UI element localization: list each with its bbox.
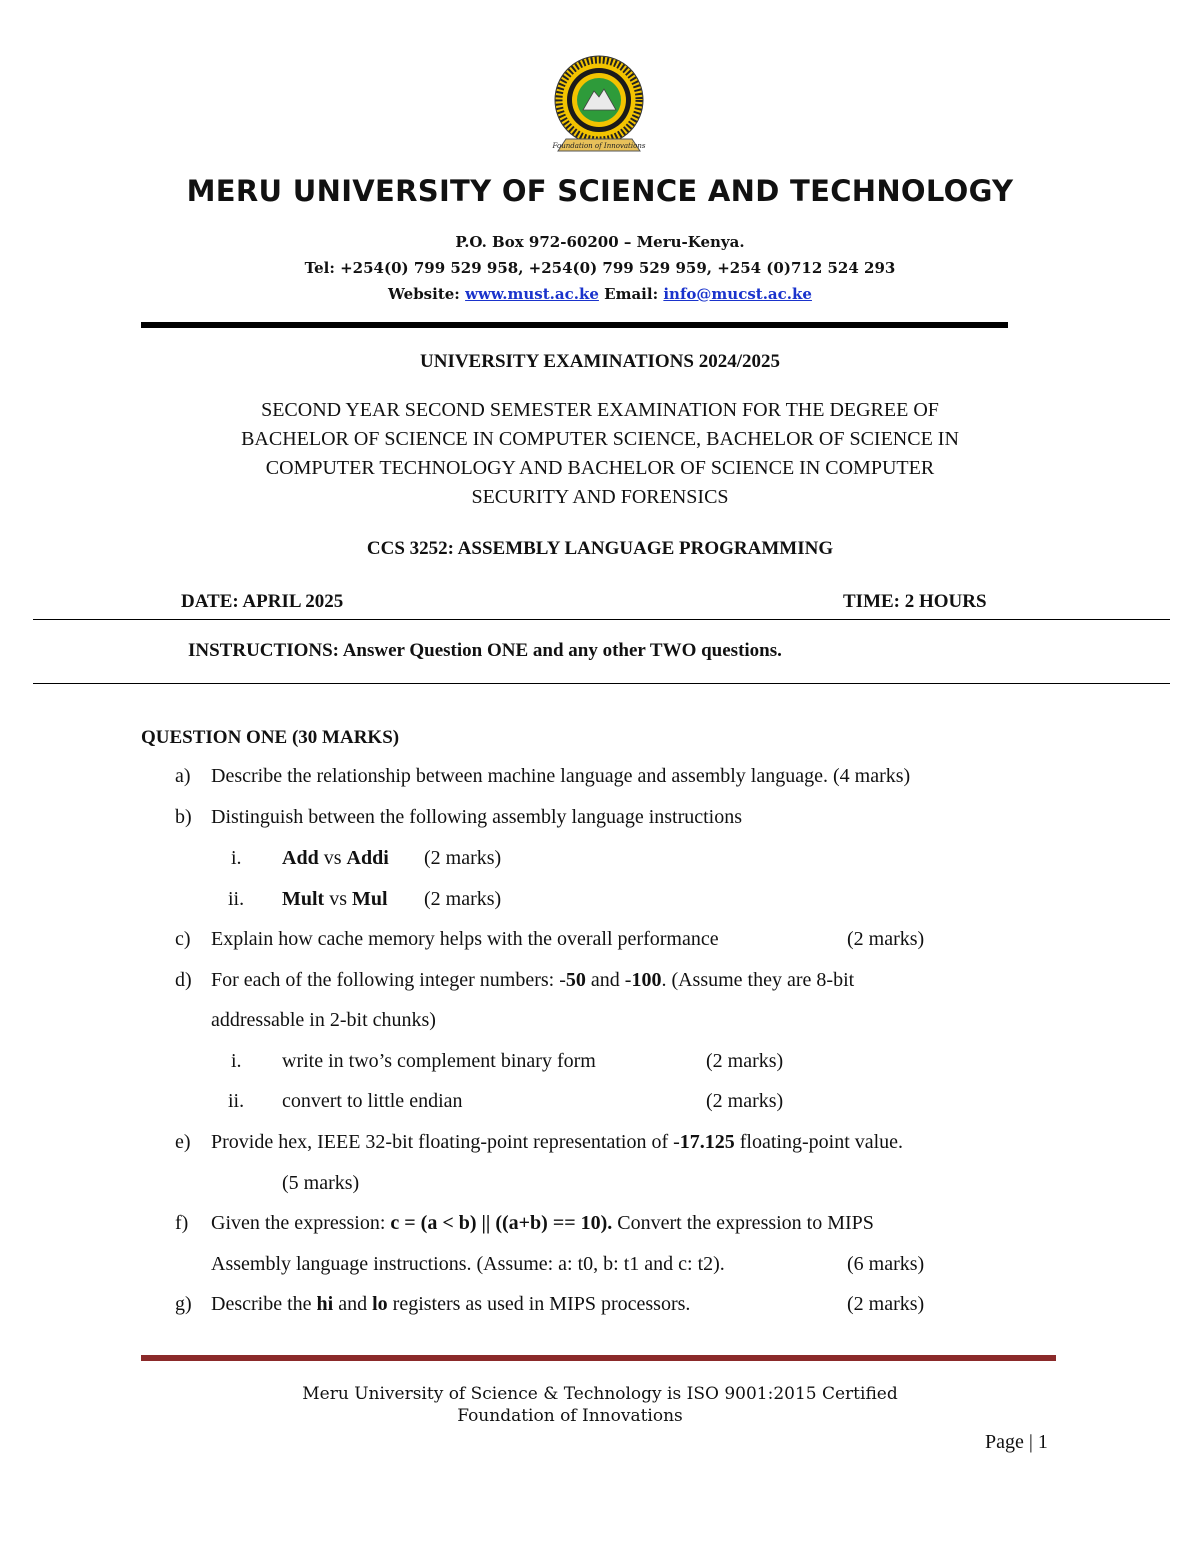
marks: (5 marks) <box>282 1172 360 1194</box>
exam-title: UNIVERSITY EXAMINATIONS 2024/2025 <box>420 351 780 372</box>
divider-line <box>33 683 1170 684</box>
degree-line: BACHELOR OF SCIENCE IN COMPUTER SCIENCE, BACHELOR OF SCIENCE IN <box>241 428 959 450</box>
subitem-text: convert to little endian <box>282 1090 463 1112</box>
subitem-text: write in two’s complement binary form <box>282 1050 596 1072</box>
item-text: Describe the <box>211 1293 317 1315</box>
item-text: Describe the relationship between machine language and assembly language. (4 marks) <box>211 765 911 787</box>
term: Addi <box>346 847 389 869</box>
question-one-heading: QUESTION ONE (30 MARKS) <box>141 727 400 748</box>
subitem-label: ii. <box>228 888 245 910</box>
page-number: Page | 1 <box>985 1431 1048 1453</box>
degree-line: SECOND YEAR SECOND SEMESTER EXAMINATION FOR THE DEGREE OF <box>261 399 939 421</box>
item-label: e) <box>175 1131 191 1153</box>
marks: (2 marks) <box>847 928 925 950</box>
vs-text: vs <box>323 847 342 869</box>
marks: (2 marks) <box>424 847 502 869</box>
telephone-line: Tel: +254(0) 799 529 958, +254(0) 799 529 959, +254 (0)712 524 293 <box>304 259 896 277</box>
header-divider <box>141 322 1008 328</box>
marks: (2 marks) <box>847 1293 925 1315</box>
number-value: 50 <box>565 969 586 991</box>
item-text: Convert the expression to MIPS <box>612 1212 874 1234</box>
item-label: c) <box>175 928 191 950</box>
item-label: a) <box>175 765 191 787</box>
contact-line <box>0 285 1200 303</box>
marks: (2 marks) <box>706 1090 784 1112</box>
expression: c = (a < b) || ((a+b) == 10). <box>390 1212 613 1234</box>
subitem-label: i. <box>231 847 242 869</box>
item-text: For each of the following integer numbers: - <box>211 969 566 991</box>
item-text: floating-point value. <box>734 1131 904 1153</box>
item-text-continued: addressable in 2-bit chunks) <box>211 1009 436 1031</box>
item-text: Provide hex, IEEE 32-bit floating-point representation of - <box>211 1131 680 1153</box>
footer-divider <box>141 1355 1056 1361</box>
divider-line <box>33 619 1170 620</box>
subitem-label: ii. <box>228 1090 245 1112</box>
item-text: . (Assume they are 8-bit <box>661 969 855 991</box>
website-label: Website: <box>388 285 460 303</box>
svg-text:Foundation of Innovations: Foundation of Innovations <box>552 142 646 150</box>
footer-motto: Foundation of Innovations <box>457 1406 683 1426</box>
university-name: MERU UNIVERSITY OF SCIENCE AND TECHNOLOGY <box>186 174 1014 208</box>
register-name: lo <box>372 1293 388 1315</box>
exam-date: DATE: APRIL 2025 <box>181 591 344 612</box>
marks: (2 marks) <box>424 888 502 910</box>
item-label: g) <box>175 1293 192 1315</box>
email-label: Email: <box>604 285 659 303</box>
float-value: 17.125 <box>679 1131 735 1153</box>
subitem-label: i. <box>231 1050 242 1072</box>
postal-address: P.O. Box 972-60200 – Meru-Kenya. <box>455 233 745 251</box>
vs-text: vs <box>329 888 348 910</box>
register-name: hi <box>316 1293 334 1315</box>
term: Mult <box>282 888 325 910</box>
marks: (2 marks) <box>706 1050 784 1072</box>
instructions-text: Answer Question ONE and any other TWO questions. <box>342 640 782 661</box>
marks: (6 marks) <box>847 1253 925 1275</box>
item-text: Given the expression: <box>211 1212 391 1234</box>
term: Mul <box>352 888 388 910</box>
item-text: registers as used in MIPS processors. <box>387 1293 691 1315</box>
item-text: and - <box>585 969 632 991</box>
exam-time: TIME: 2 HOURS <box>843 591 987 612</box>
footer-certification: Meru University of Science & Technology is ISO 9001:2015 Certified <box>302 1384 898 1404</box>
degree-line: SECURITY AND FORENSICS <box>471 486 729 508</box>
university-logo <box>536 55 662 161</box>
instructions-label: INSTRUCTIONS: <box>188 640 339 661</box>
degree-line: COMPUTER TECHNOLOGY AND BACHELOR OF SCIENCE IN COMPUTER <box>265 457 935 479</box>
item-label: f) <box>175 1212 189 1234</box>
item-text-continued: Assembly language instructions. (Assume: a: t0, b: t1 and c: t2). <box>211 1253 725 1275</box>
item-text: Explain how cache memory helps with the overall performance <box>211 928 719 950</box>
degree-description <box>180 396 1020 512</box>
item-label: d) <box>175 969 192 991</box>
email-link[interactable]: info@mucst.ac.ke <box>663 285 812 303</box>
item-text: and <box>333 1293 373 1315</box>
instructions <box>188 640 782 662</box>
website-link[interactable]: www.must.ac.ke <box>465 285 599 303</box>
item-text: Distinguish between the following assembly language instructions <box>211 806 743 828</box>
item-label: b) <box>175 806 192 828</box>
number-value: 100 <box>631 969 662 991</box>
course-title: CCS 3252: ASSEMBLY LANGUAGE PROGRAMMING <box>366 538 834 559</box>
term: Add <box>282 847 319 869</box>
